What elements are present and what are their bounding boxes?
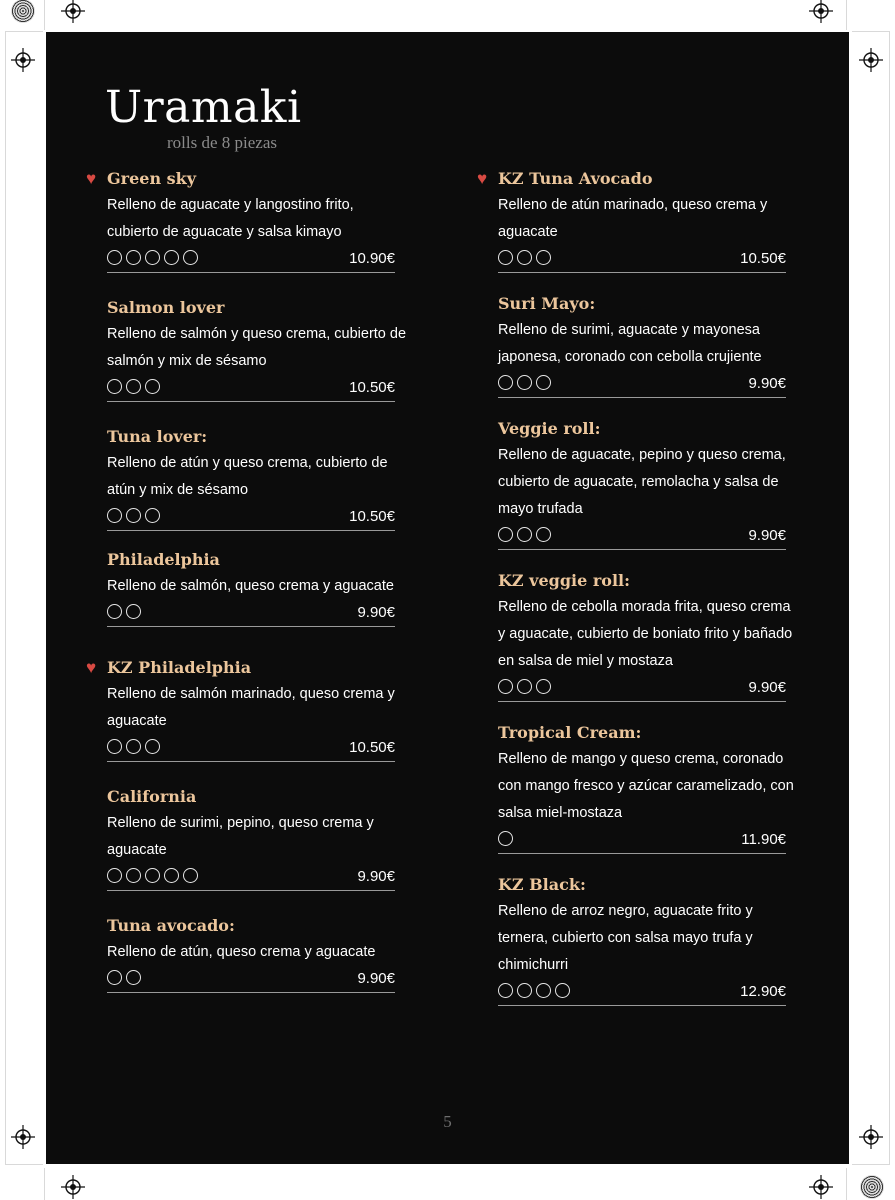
menu-item-footer <box>107 375 395 402</box>
circle-icon <box>126 970 141 985</box>
trim-line-left <box>5 32 6 1164</box>
menu-item-price: 12.90€ <box>740 983 786 1000</box>
circle-icon <box>126 739 141 754</box>
menu-item-name: KZ Tuna Avocado <box>498 169 653 188</box>
menu-column-right <box>477 166 818 1006</box>
bleed-line-top-left <box>44 0 45 30</box>
circle-icon <box>145 250 160 265</box>
spice-level-indicator <box>107 739 160 754</box>
menu-item <box>498 291 818 398</box>
circle-icon <box>164 868 179 883</box>
menu-item-name: KZ veggie roll: <box>498 571 630 590</box>
menu-item <box>498 720 818 854</box>
menu-item-description: Relleno de aguacate, pepino y queso crema, cubierto de aguacate, remolacha y salsa de mayo trufada <box>498 447 786 517</box>
circle-icon <box>183 868 198 883</box>
circle-icon <box>126 379 141 394</box>
circle-icon <box>107 868 122 883</box>
menu-item-description: Relleno de salmón marinado, queso crema y aguacate <box>107 686 395 729</box>
circle-icon <box>126 508 141 523</box>
menu-item-price: 9.90€ <box>357 868 395 885</box>
trim-line-bottom-left <box>5 1164 43 1165</box>
menu-item-description: Relleno de mango y queso crema, coronado con mango fresco y azúcar caramelizado, con salsa miel-mostaza <box>498 751 794 821</box>
menu-item-footer <box>107 246 395 273</box>
menu-item-footer <box>498 675 786 702</box>
menu-item-name: Tuna lover: <box>107 427 208 446</box>
trim-line-right <box>889 32 890 1164</box>
registration-mark-icon <box>859 1125 883 1149</box>
spice-level-indicator <box>107 508 160 523</box>
trim-line-bottom-right <box>852 1164 890 1165</box>
menu-item <box>477 166 818 273</box>
registration-mark-icon <box>809 0 833 23</box>
spice-level-indicator <box>107 250 198 265</box>
circle-icon <box>536 527 551 542</box>
bleed-line-bottom-right <box>846 1168 847 1200</box>
menu-item-description: Relleno de surimi, pepino, queso crema y aguacate <box>107 815 374 858</box>
spice-level-indicator <box>498 250 551 265</box>
spice-level-indicator <box>498 983 570 998</box>
circle-icon <box>536 983 551 998</box>
page-number: 5 <box>443 1112 452 1131</box>
color-bar-rosette-icon <box>860 1175 884 1199</box>
circle-icon <box>498 983 513 998</box>
bleed-line-bottom-left <box>44 1168 45 1200</box>
circle-icon <box>145 739 160 754</box>
registration-mark-icon <box>61 0 85 23</box>
color-bar-rosette-icon <box>11 0 35 23</box>
circle-icon <box>536 679 551 694</box>
registration-mark-icon <box>11 1125 35 1149</box>
menu-item-name: Veggie roll: <box>498 419 601 438</box>
circle-icon <box>517 250 532 265</box>
menu-item-name: Green sky <box>107 169 197 188</box>
circle-icon <box>107 250 122 265</box>
menu-item-price: 10.90€ <box>349 250 395 267</box>
menu-item-price: 9.90€ <box>748 527 786 544</box>
circle-icon <box>145 868 160 883</box>
circle-icon <box>126 868 141 883</box>
menu-item-description: Relleno de arroz negro, aguacate frito y ternera, cubierto con salsa mayo trufa y chimichurri <box>498 903 753 973</box>
circle-icon <box>498 375 513 390</box>
menu-item-name: California <box>107 787 197 806</box>
circle-icon <box>145 508 160 523</box>
circle-icon <box>107 604 122 619</box>
menu-item-description: Relleno de salmón, queso crema y aguacate <box>107 578 394 594</box>
spice-level-indicator <box>107 868 198 883</box>
registration-mark-icon <box>61 1175 85 1199</box>
circle-icon <box>498 679 513 694</box>
menu-item-name: Suri Mayo: <box>498 294 596 313</box>
heart-icon: ♥ <box>86 169 97 188</box>
registration-mark-icon <box>859 48 883 72</box>
menu-item-description: Relleno de surimi, aguacate y mayonesa japonesa, coronado con cebolla crujiente <box>498 322 762 365</box>
spice-level-indicator <box>107 970 141 985</box>
circle-icon <box>107 379 122 394</box>
menu-item <box>86 166 427 273</box>
menu-item-price: 10.50€ <box>349 739 395 756</box>
page-subtitle: rolls de 8 piezas <box>167 133 277 152</box>
menu-item-price: 9.90€ <box>748 375 786 392</box>
circle-icon <box>183 250 198 265</box>
circle-icon <box>517 527 532 542</box>
menu-item-footer <box>498 523 786 550</box>
menu-item-price: 10.50€ <box>349 379 395 396</box>
menu-item-description: Relleno de atún marinado, queso crema y aguacate <box>498 197 768 240</box>
menu-page <box>46 32 849 1164</box>
menu-item-name: Tropical Cream: <box>498 723 642 742</box>
menu-item-footer <box>107 504 395 531</box>
trim-line-top-left <box>5 31 43 32</box>
spice-level-indicator <box>498 679 551 694</box>
menu-item-footer <box>498 246 786 273</box>
menu-item-description: Relleno de atún, queso crema y aguacate <box>107 944 376 960</box>
circle-icon <box>517 983 532 998</box>
page-title: Uramaki <box>105 82 302 133</box>
circle-icon <box>536 250 551 265</box>
menu-item-price: 9.90€ <box>357 970 395 987</box>
menu-item-footer <box>107 966 395 993</box>
circle-icon <box>126 604 141 619</box>
menu-item-name: KZ Black: <box>498 875 586 894</box>
menu-item-footer <box>498 979 786 1006</box>
menu-item-footer <box>498 371 786 398</box>
menu-item-description: Relleno de salmón y queso crema, cubierto de salmón y mix de sésamo <box>107 326 407 369</box>
menu-item-description: Relleno de aguacate y langostino frito, cubierto de aguacate y salsa kimayo <box>107 197 354 240</box>
circle-icon <box>107 739 122 754</box>
circle-icon <box>555 983 570 998</box>
heart-icon: ♥ <box>477 169 488 188</box>
menu-item-footer <box>498 827 786 854</box>
menu-item <box>498 872 818 1006</box>
menu-item <box>498 568 818 702</box>
circle-icon <box>536 375 551 390</box>
circle-icon <box>498 250 513 265</box>
circle-icon <box>498 831 513 846</box>
circle-icon <box>107 508 122 523</box>
menu-item <box>107 913 427 993</box>
menu-item-price: 11.90€ <box>741 831 786 848</box>
bleed-line-top-right <box>846 0 847 30</box>
circle-icon <box>126 250 141 265</box>
menu-item <box>107 424 427 531</box>
menu-item-name: Tuna avocado: <box>107 916 235 935</box>
menu-item-description: Relleno de cebolla morada frita, queso crema y aguacate, cubierto de boniato frito y bañado en salsa de miel y mostaza <box>498 599 793 669</box>
menu-item-name: Salmon lover <box>107 298 225 317</box>
menu-item-name: KZ Philadelphia <box>107 658 252 677</box>
heart-icon: ♥ <box>86 658 97 677</box>
circle-icon <box>498 527 513 542</box>
spice-level-indicator <box>498 527 551 542</box>
menu-column-left <box>86 166 427 993</box>
menu-item <box>86 655 427 762</box>
spice-level-indicator <box>498 375 551 390</box>
circle-icon <box>145 379 160 394</box>
spice-level-indicator <box>498 831 513 846</box>
circle-icon <box>164 250 179 265</box>
menu-item-price: 9.90€ <box>357 604 395 621</box>
menu-item-name: Philadelphia <box>107 550 220 569</box>
menu-item-description: Relleno de atún y queso crema, cubierto de atún y mix de sésamo <box>107 455 388 498</box>
menu-item-price: 9.90€ <box>748 679 786 696</box>
menu-item-footer <box>107 864 395 891</box>
circle-icon <box>517 375 532 390</box>
menu-item-footer <box>107 600 395 627</box>
spice-level-indicator <box>107 379 160 394</box>
registration-mark-icon <box>11 48 35 72</box>
spice-level-indicator <box>107 604 141 619</box>
menu-item-price: 10.50€ <box>740 250 786 267</box>
circle-icon <box>107 970 122 985</box>
menu-item-price: 10.50€ <box>349 508 395 525</box>
menu-item <box>107 547 427 627</box>
menu-item <box>498 416 818 550</box>
menu-item-footer <box>107 735 395 762</box>
menu-item <box>107 784 427 891</box>
trim-line-top-right <box>852 31 890 32</box>
registration-mark-icon <box>809 1175 833 1199</box>
menu-item <box>107 295 427 402</box>
circle-icon <box>517 679 532 694</box>
